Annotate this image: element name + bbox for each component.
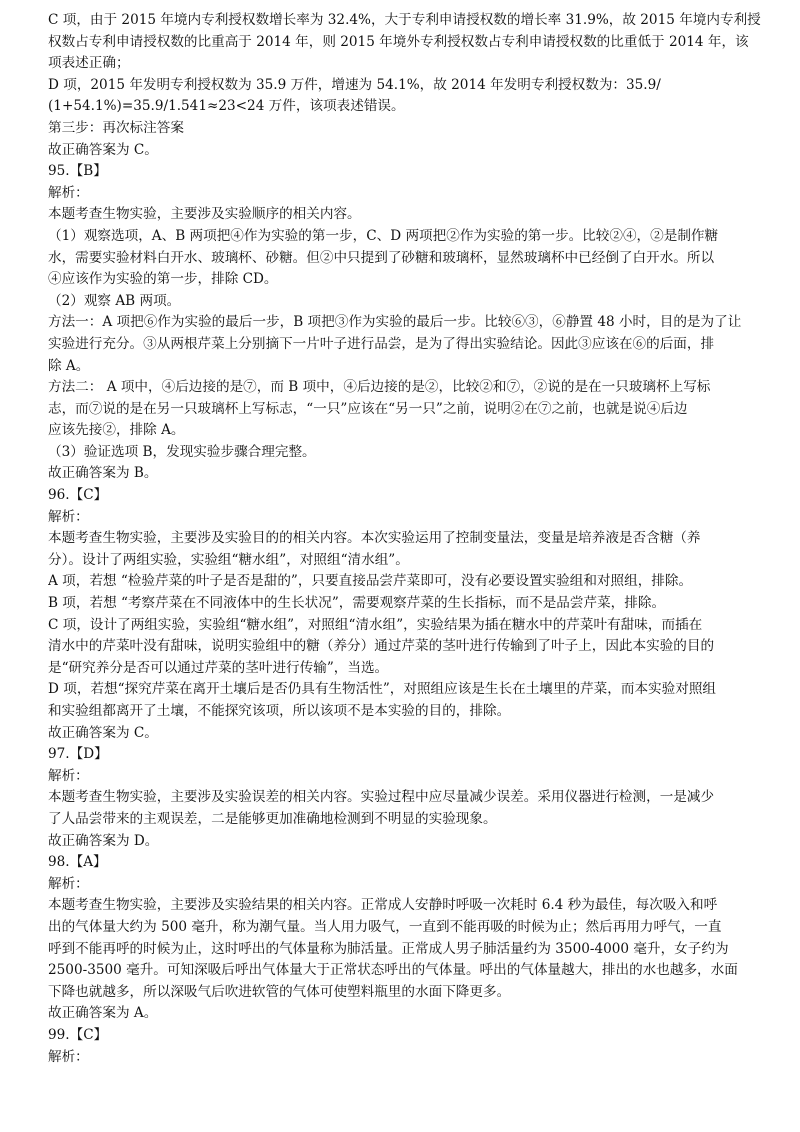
text-line: 本题考查生物实验，主要涉及实验误差的相关内容。实验过程中应尽量减少误差。采用仪器进行检测，一是减少 bbox=[48, 789, 715, 806]
question-number: 98.【A】 bbox=[48, 854, 107, 871]
text-line: 第三步：再次标注答案 bbox=[48, 119, 184, 136]
text-line: 除 A。 bbox=[48, 357, 90, 374]
text-line: 是“研究养分是否可以通过芹菜的茎叶进行传输”，当选。 bbox=[48, 659, 389, 676]
text-line: 方法二： A 项中，④后边接的是⑦，而 B 项中，④后边接的是②，比较②和⑦，②说的是在一只玻璃杯上写标 bbox=[48, 379, 711, 396]
text-line: 故正确答案为 D。 bbox=[48, 832, 159, 849]
text-line: （2）观察 AB 两项。 bbox=[48, 292, 181, 309]
question-number: 99.【C】 bbox=[48, 1026, 108, 1043]
analysis-heading: 解析： bbox=[48, 767, 89, 784]
text-line: 下降也就越多，所以深吸气后吹进软管的气体可使塑料瓶里的水面下降更多。 bbox=[48, 983, 511, 1000]
text-line: 故正确答案为 C。 bbox=[48, 141, 158, 158]
question-number: 97.【D】 bbox=[48, 746, 108, 763]
text-line: 呼到不能再呼的时候为止，这时呼出的气体量称为肺活量。正常成人男子肺活量约为 3500-4000 毫升，女子约为 bbox=[48, 940, 729, 957]
text-line: 2500-3500 毫升。可知深吸后呼出气体量大于正常状态呼出的气体量。呼出的气体量越大，排出的水也越多，水面 bbox=[48, 962, 738, 979]
text-line: 了人品尝带来的主观误差，二是能够更加准确地检测到不明显的实验现象。 bbox=[48, 810, 497, 827]
document-page bbox=[48, 10, 764, 1068]
text-line: （1）观察选项，A、B 两项把④作为实验的第一步，C、D 两项把②作为实验的第一步。比较②④，②是制作糖 bbox=[48, 227, 719, 244]
text-line: D 项，若想“探究芹菜在离开土壤后是否仍具有生物活性”，对照组应该是生长在土壤里的芹菜，而本实验对照组 bbox=[48, 681, 717, 698]
text-line: 清水中的芹菜叶没有甜味，说明实验组中的糖（养分）通过芹菜的茎叶进行传输到了叶子上，因此本实验的目的 bbox=[48, 638, 715, 655]
text-line: 本题考查生物实验，主要涉及实验结果的相关内容。正常成人安静时呼吸一次耗时 6.4 秒为最佳，每次吸入和呼 bbox=[48, 897, 718, 914]
text-line: 分）。设计了两组实验，实验组“糖水组”，对照组“清水组”。 bbox=[48, 551, 409, 568]
text-line: 和实验组都离开了土壤，不能探究该项，所以该项不是本实验的目的，排除。 bbox=[48, 703, 511, 719]
text-line: 本题考查生物实验，主要涉及实验目的的相关内容。本次实验运用了控制变量法，变量是培养液是否含糖（养 bbox=[48, 530, 701, 547]
text-line: 志，而⑦说的是在另一只玻璃杯上写标志，“一只”应该在“另一只”之前，说明②在⑦之前，也就是说④后边 bbox=[48, 400, 688, 417]
text-line: 应该先接②，排除 A。 bbox=[48, 422, 185, 439]
text-line: 实验进行充分。③从两根芹菜上分别摘下一片叶子进行品尝，是为了得出实验结论。因此③应该在⑥的后面，排 bbox=[48, 335, 715, 352]
text-line: C 项，设计了两组实验，实验组“糖水组”，对照组“清水组”，实验结果为插在糖水中的芹菜叶有甜味，而插在 bbox=[48, 616, 703, 633]
text-line: ④应该作为实验的第一步，排除 CD。 bbox=[48, 271, 278, 288]
text-line: (1+54.1%)=35.9/1.541≈23<24 万件，该项表述错误。 bbox=[48, 98, 405, 115]
analysis-heading: 解析： bbox=[48, 508, 89, 525]
text-line: 方法一：A 项把⑥作为实验的最后一步，B 项把③作为实验的最后一步。比较⑥③，⑥静置 48 小时，目的是为了让 bbox=[48, 314, 742, 331]
text-line: 出的气体量大约为 500 毫升，称为潮气量。当人用力吸气，一直到不能再吸的时候为止；然后再用力呼气，一直 bbox=[48, 918, 722, 935]
text-line: 水，需要实验材料白开水、玻璃杯、砂糖。但②中只提到了砂糖和玻璃杯，显然玻璃杯中已经倒了白开水。所以 bbox=[48, 249, 715, 266]
text-line: （3）验证选项 B，发现实验步骤合理完整。 bbox=[48, 443, 316, 460]
analysis-heading: 解析： bbox=[48, 875, 89, 892]
analysis-heading: 解析： bbox=[48, 1048, 89, 1065]
text-line: 项表述正确； bbox=[48, 55, 130, 72]
text-line: 故正确答案为 B。 bbox=[48, 465, 158, 482]
text-line: 故正确答案为 C。 bbox=[48, 724, 158, 741]
analysis-heading: 解析： bbox=[48, 184, 89, 201]
question-number: 96.【C】 bbox=[48, 487, 108, 504]
text-line: B 项，若想 “考察芹菜在不同液体中的生长状况”，需要观察芹菜的生长指标，而不是品尝芹菜，排除。 bbox=[48, 595, 666, 612]
text-line: C 项，由于 2015 年境内专利授权数增长率为 32.4%，大于专利申请授权数的增长率 31.9%，故 2015 年境内专利授 bbox=[48, 12, 761, 28]
text-line: 权数占专利申请授权数的比重高于 2014 年，则 2015 年境外专利授权数占专利申请授权数的比重低于 2014 年，该 bbox=[48, 33, 749, 50]
question-number: 95.【B】 bbox=[48, 163, 107, 180]
text-line: 本题考查生物实验，主要涉及实验顺序的相关内容。 bbox=[48, 206, 361, 223]
text-line: D 项，2015 年发明专利授权数为 35.9 万件，增速为 54.1%，故 2014 年发明专利授权数为：35.9/ bbox=[48, 76, 661, 93]
text-line: A 项，若想 “检验芹菜的叶子是否是甜的”，只要直接品尝芹菜即可，没有必要设置实验组和对照组，排除。 bbox=[48, 573, 693, 590]
text-line: 故正确答案为 A。 bbox=[48, 1005, 158, 1022]
